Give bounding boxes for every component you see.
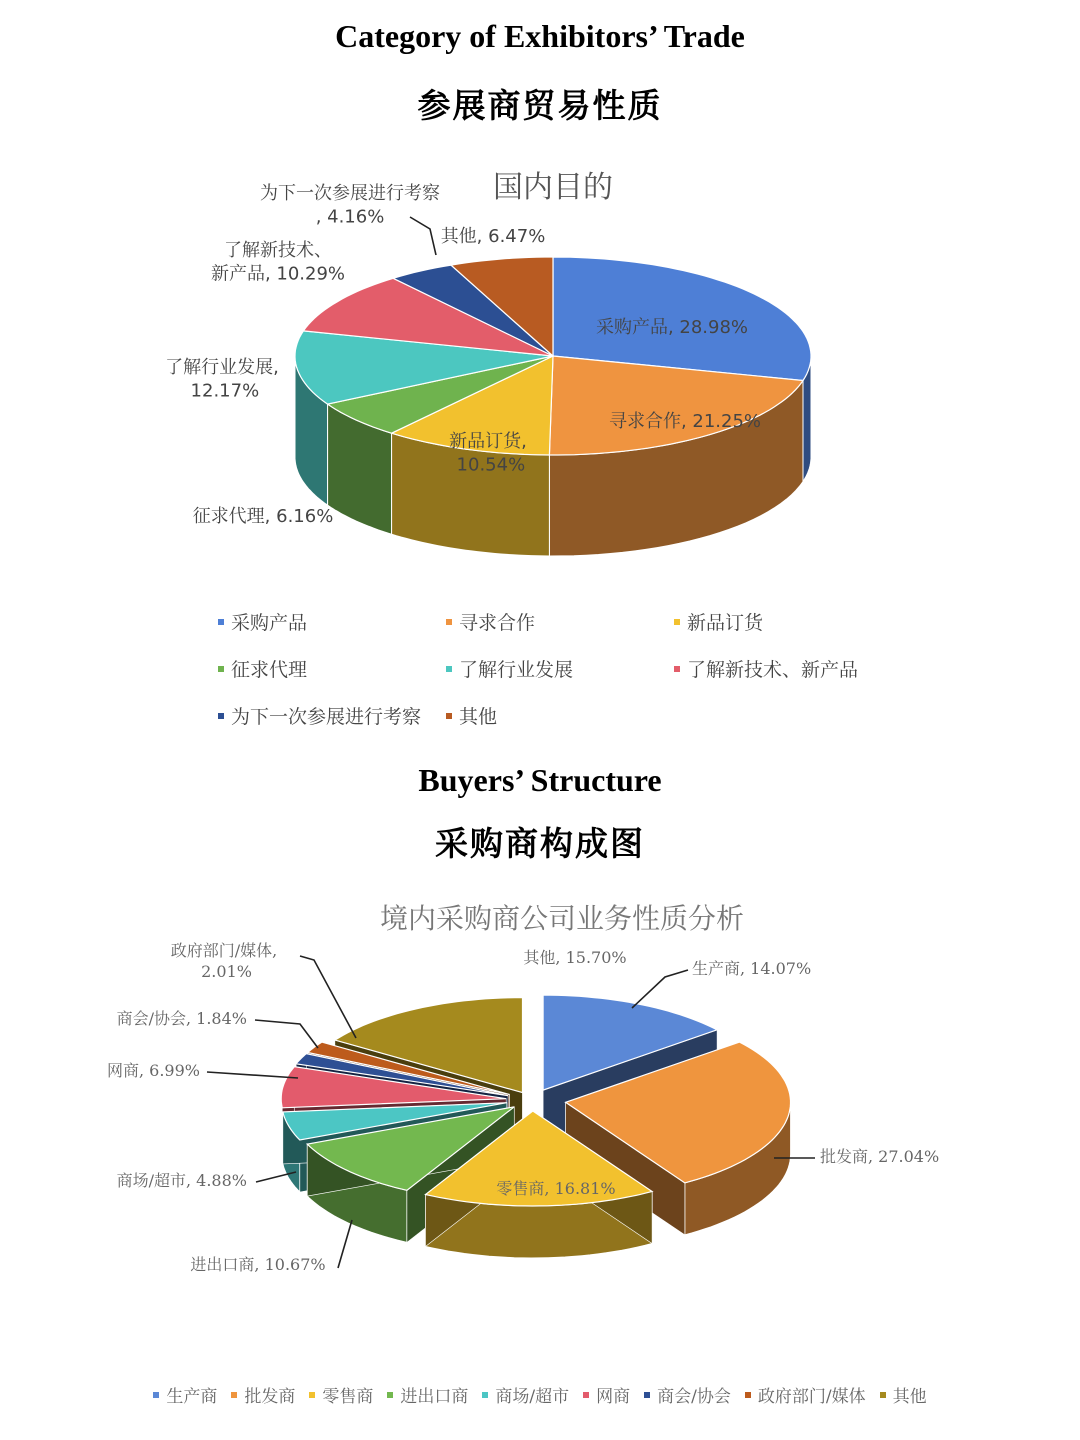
- legend1-swatch-1: [218, 619, 224, 625]
- legend1-item-3: [674, 608, 914, 635]
- legend2-label-5: 商场/超市: [495, 1387, 570, 1407]
- legend1-item-7: [218, 702, 446, 729]
- legend2-item-2: [231, 1382, 295, 1407]
- legend1-label-1: 采购产品: [231, 612, 308, 634]
- pie2-label-2: 批发商, 27.04%: [820, 1147, 940, 1166]
- pie2-label-3: 零售商, 16.81%: [496, 1179, 616, 1198]
- legend1-swatch-7: [218, 713, 224, 719]
- pie2-leader-7: [255, 1020, 318, 1048]
- legend1-item-2: [446, 608, 674, 635]
- legend2-swatch-2: [231, 1392, 237, 1398]
- legend1-item-5: [446, 655, 674, 682]
- pie1-label-3: 新品订货, 10.54%: [449, 431, 527, 476]
- legend1-label-8: 其他: [459, 706, 498, 728]
- chart1-heading-en: Category of Exhibitors’ Trade: [335, 18, 745, 54]
- pie1-label-1: 采购产品, 28.98%: [595, 317, 749, 338]
- legend1-label-3: 新品订货: [687, 612, 764, 634]
- pie2-label-1: 生产商, 14.07%: [692, 959, 812, 978]
- exhibitor-trade-pie-chart: [0, 155, 1080, 585]
- legend2-swatch-8: [745, 1392, 751, 1398]
- legend2-item-7: [644, 1382, 731, 1407]
- legend1-swatch-8: [446, 713, 452, 719]
- legend2-swatch-1: [153, 1392, 159, 1398]
- pie2-leader-6: [207, 1072, 298, 1078]
- legend2-swatch-3: [309, 1392, 315, 1398]
- chart1-heading-zh: 参展商贸易性质: [417, 86, 663, 125]
- pie1-label-2: 寻求合作, 21.25%: [608, 411, 762, 432]
- legend2-label-9: 其他: [892, 1387, 927, 1407]
- pie2-label-9: 其他, 15.70%: [523, 948, 627, 967]
- pie1-label-7: 为下一次参展进行考察, 4.16%: [260, 183, 440, 228]
- legend1-label-6: 了解新技术、新产品: [687, 659, 859, 681]
- legend1-item-1: [218, 608, 446, 635]
- pie2-label-5: 商场/超市, 4.88%: [116, 1171, 247, 1190]
- legend1-swatch-6: [674, 666, 680, 672]
- legend2-label-6: 网商: [596, 1387, 631, 1407]
- legend2-swatch-5: [482, 1392, 488, 1398]
- legend2-item-5: [482, 1382, 569, 1407]
- legend2-item-9: [880, 1382, 927, 1407]
- legend2-item-8: [745, 1382, 866, 1407]
- pie1-label-4: 征求代理, 6.16%: [192, 506, 334, 527]
- legend2-swatch-6: [583, 1392, 589, 1398]
- pie1-label-8: 其他, 6.47%: [440, 226, 546, 247]
- legend2-label-3: 零售商: [322, 1387, 374, 1407]
- legend1-swatch-2: [446, 619, 452, 625]
- pie2-label-7: 商会/协会, 1.84%: [116, 1009, 247, 1028]
- legend2-label-7: 商会/协会: [657, 1387, 731, 1407]
- chart1-title: 国内目的: [493, 170, 613, 205]
- pie1-leader-7: [410, 217, 436, 255]
- legend2-label-1: 生产商: [166, 1387, 218, 1407]
- legend2-item-1: [153, 1382, 217, 1407]
- pie2-label-8: 政府部门/媒体, 2.01%: [170, 941, 278, 981]
- legend2-label-8: 政府部门/媒体: [757, 1387, 866, 1407]
- legend1-item-4: [218, 655, 446, 682]
- legend1-item-8: [446, 702, 674, 729]
- pie1-label-5: 了解行业发展, 12.17%: [165, 357, 279, 402]
- legend1-swatch-3: [674, 619, 680, 625]
- pie1-label-6: 了解新技术、新产品, 10.29%: [210, 240, 346, 285]
- legend1-label-5: 了解行业发展: [459, 659, 574, 681]
- legend1-swatch-5: [446, 666, 452, 672]
- chart2-heading-en: Buyers’ Structure: [418, 762, 662, 798]
- legend1-label-4: 征求代理: [231, 659, 308, 681]
- legend2-label-4: 进出口商: [400, 1387, 469, 1407]
- legend2-item-6: [583, 1382, 630, 1407]
- legend2-swatch-9: [880, 1392, 886, 1398]
- legend2-swatch-4: [387, 1392, 393, 1398]
- pie2-label-4: 进出口商, 10.67%: [190, 1255, 326, 1274]
- legend1-label-2: 寻求合作: [459, 612, 536, 634]
- legend2-label-2: 批发商: [244, 1387, 296, 1407]
- pie2-leader-8: [300, 956, 356, 1038]
- legend2-swatch-7: [644, 1392, 650, 1398]
- legend1-swatch-4: [218, 666, 224, 672]
- legend1-label-7: 为下一次参展进行考察: [231, 706, 422, 728]
- chart2-heading-zh: 采购商构成图: [435, 824, 645, 863]
- legend2-item-4: [387, 1382, 468, 1407]
- pie1-leader-lines-group: [410, 217, 436, 255]
- legend1-item-6: [674, 655, 914, 682]
- pie2-leader-1: [632, 970, 688, 1008]
- chart2-legend: [0, 1382, 1080, 1407]
- pie2-label-6: 网商, 6.99%: [106, 1061, 200, 1080]
- buyers-structure-pie-chart: [0, 890, 1080, 1290]
- legend2-item-3: [309, 1382, 373, 1407]
- pie2-leader-4: [338, 1220, 352, 1268]
- chart2-title: 境内采购商公司业务性质分析: [379, 902, 745, 935]
- chart1-legend: [218, 608, 918, 729]
